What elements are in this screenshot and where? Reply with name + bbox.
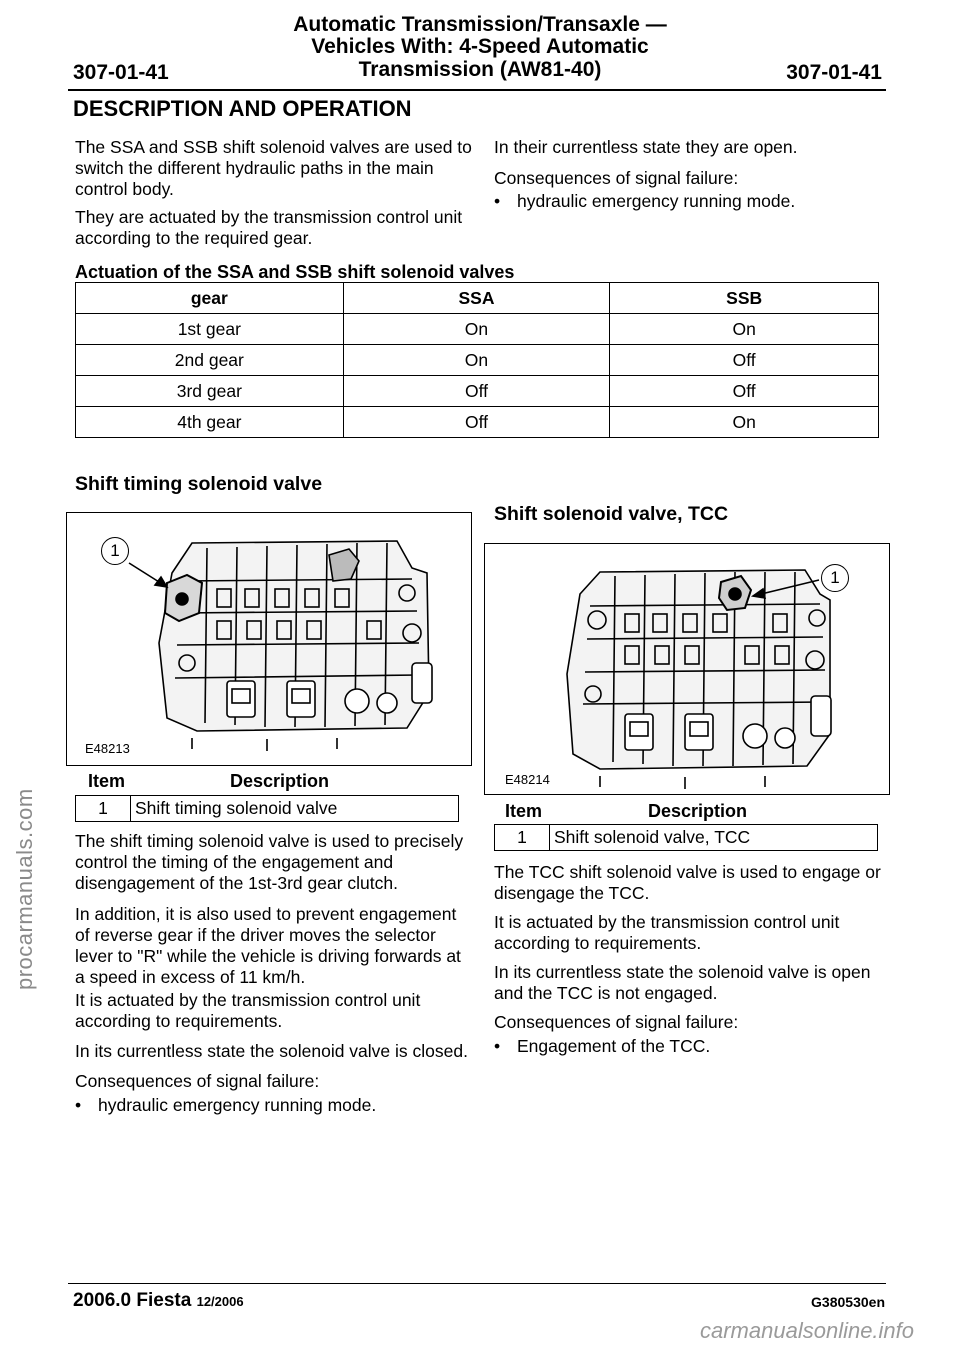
table-cell: On [610,314,879,345]
callout-1: 1 [821,564,849,592]
shift-timing-p5: Consequences of signal failure: [75,1071,320,1091]
shift-timing-item-table [75,795,459,822]
footer-doc-code: G380530en [811,1294,885,1310]
table-cell: 2nd gear [76,345,344,376]
table-cell: On [343,345,610,376]
callout-1: 1 [101,537,129,565]
tcc-p2: It is actuated by the transmission control unit according to requirements. [494,912,840,953]
tcc-title: Shift solenoid valve, TCC [494,503,729,525]
section-title: DESCRIPTION AND OPERATION [73,96,412,121]
header-title-line3: Transmission (AW81-40) [358,58,602,81]
figure-id: E48213 [85,741,130,756]
table-cell: 4th gear [76,407,344,438]
table-row [76,314,879,345]
tcc-item-table [494,824,878,851]
shift-timing-p1: The shift timing solenoid valve is used to precisely control the timing of the engagement and disengagement of the 1st-3rd gear clutch. [75,831,464,893]
item-description: Shift solenoid valve, TCC [550,825,878,851]
intro-right-bullet1: • hydraulic emergency running mode. [517,191,897,212]
table-row [76,376,879,407]
intro-right-p2: Consequences of signal failure: [494,168,739,188]
table-cell: Off [610,345,879,376]
col-header-gear: gear [76,283,344,314]
table-cell: On [610,407,879,438]
shift-timing-p2: In addition, it is also used to prevent engagement of reverse gear if the driver moves the selector lever to "R" while the vehicle is driving forwards at a speed in excess of 11 km/h. [75,904,461,987]
table-row [495,825,878,851]
table-row [76,345,879,376]
item-header: Item [88,771,126,791]
item-description: Shift timing solenoid valve [131,796,459,822]
figure-id: E48214 [505,772,550,787]
shift-timing-p4: In its currentless state the solenoid valve is closed. [75,1041,468,1061]
intro-right-p1: In their currentless state they are open. [494,137,798,157]
table-cell: On [343,314,610,345]
page-code-left: 307-01-41 [73,61,169,84]
actuation-table [75,282,879,438]
tcc-figure [484,543,890,795]
footer-rule [68,1283,886,1284]
shift-timing-bullet1: • hydraulic emergency running mode. [98,1095,468,1116]
table-cell: Off [343,376,610,407]
side-watermark: procarmanuals.com [12,788,37,990]
actuation-table-header-row [76,283,879,314]
table-cell: Off [610,376,879,407]
description-header: Description [648,801,748,821]
table-row [76,407,879,438]
tcc-p1: The TCC shift solenoid valve is used to engage or disengage the TCC. [494,862,881,903]
footer-date: 12/2006 [196,1294,244,1309]
page-code-right: 307-01-41 [786,61,882,84]
shift-timing-p3: It is actuated by the transmission control unit according to requirements. [75,990,421,1031]
footer-model: 2006.0 Fiesta [73,1290,192,1311]
tcc-p3: In its currentless state the solenoid valve is open and the TCC is not engaged. [494,962,871,1003]
bottom-watermark: carmanualsonline.info [700,1318,915,1343]
intro-left-p2: They are actuated by the transmission control unit according to the required gear. [75,207,463,248]
col-header-ssb: SSB [610,283,879,314]
header-rule [68,89,886,91]
table-cell: 3rd gear [76,376,344,407]
col-header-ssa: SSA [343,283,610,314]
table-cell: Off [343,407,610,438]
actuation-table-caption: Actuation of the SSA and SSB shift solenoid valves [75,262,515,282]
item-number: 1 [76,796,131,822]
tcc-bullet1: • Engagement of the TCC. [517,1036,887,1057]
intro-left-p1: The SSA and SSB shift solenoid valves are used to switch the different hydraulic paths in the main control body. [75,137,472,199]
tcc-p4: Consequences of signal failure: [494,1012,739,1032]
item-number: 1 [495,825,550,851]
description-header: Description [230,771,330,791]
footer-model-line [73,1290,244,1312]
table-row [76,796,459,822]
header-title-line2: Vehicles With: 4-Speed Automatic [311,35,649,58]
shift-timing-title: Shift timing solenoid valve [75,473,323,495]
shift-timing-figure [66,512,472,766]
table-cell: 1st gear [76,314,344,345]
header-title-line1: Automatic Transmission/Transaxle — [293,13,667,36]
item-header: Item [505,801,543,821]
